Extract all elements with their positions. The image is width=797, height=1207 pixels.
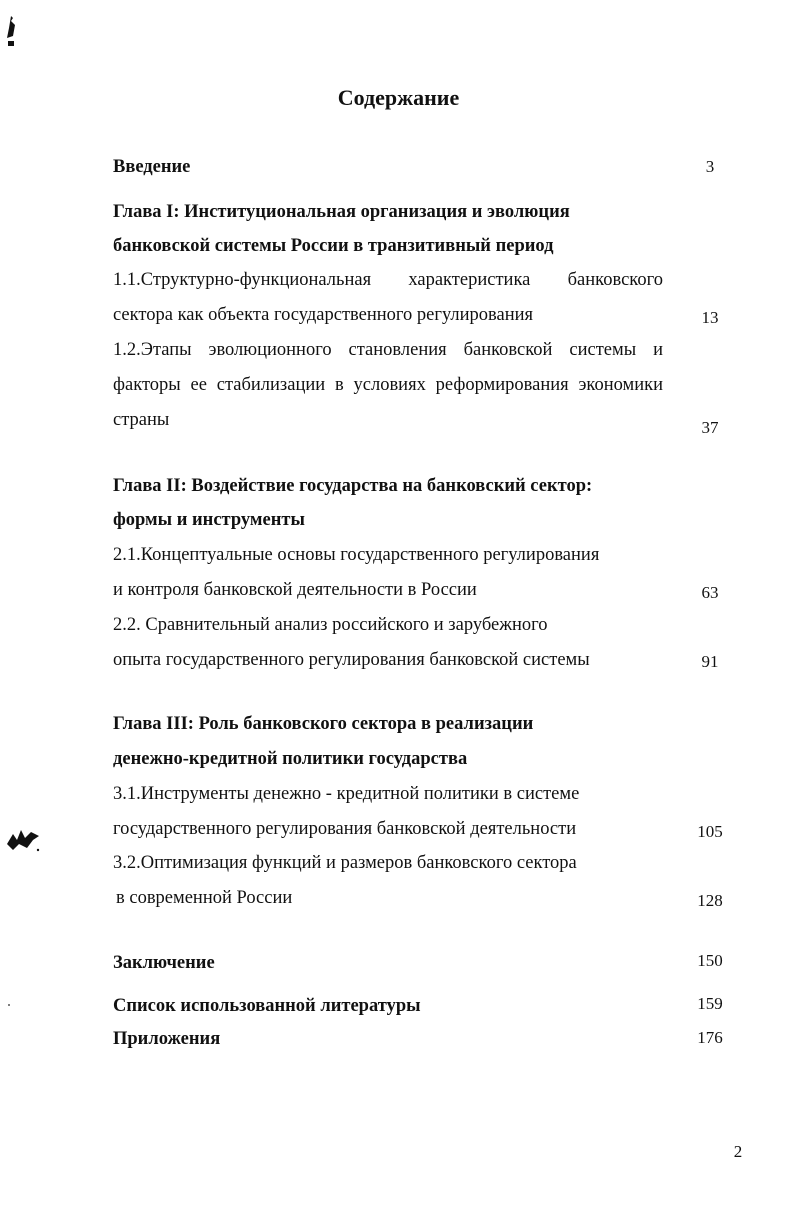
chapter3-heading-line2: денежно-кредитной политики государства: [113, 749, 468, 769]
chapter3-heading-line1: Глава III: Роль банковского сектора в реализации: [113, 714, 534, 734]
page-number: 2: [733, 1142, 743, 1161]
toc-appendices-label: Приложения: [113, 1029, 221, 1049]
toc-intro-page: 3: [705, 157, 715, 176]
chapter1-heading-line2: банковской системы России в транзитивный период: [113, 236, 554, 256]
scan-artifact-mark: [4, 14, 18, 48]
section-2-1-line1: 2.1.Концептуальные основы государственного регулирования: [113, 545, 600, 565]
section-1-2-line1: [113, 341, 663, 360]
section-2-2-line1: 2.2. Сравнительный анализ российского и зарубежного: [113, 615, 548, 635]
section-3-2-line2: в современной России: [116, 888, 293, 908]
word: ее: [190, 375, 207, 395]
chapter1-heading-line1: Глава I: Институциональная организация и эволюция: [113, 202, 570, 222]
word: экономики: [578, 375, 663, 395]
toc-references-page: 159: [697, 994, 723, 1013]
section-3-1-line1: 3.1.Инструменты денежно - кредитной политики в системе: [113, 784, 580, 804]
word: системы: [569, 340, 637, 360]
page-title: Содержание: [337, 85, 460, 110]
section-1-1-page: 13: [701, 308, 719, 327]
word: 1.1.Структурно-функциональная: [113, 270, 372, 290]
word: условиях: [353, 375, 426, 395]
section-2-2-line2: опыта государственного регулирования банковской системы: [113, 650, 590, 670]
word: характеристика: [408, 270, 531, 290]
section-1-1-line1: [113, 271, 663, 290]
word: и: [653, 340, 663, 360]
toc-conclusion-label: Заключение: [113, 953, 215, 973]
scan-artifact-dot: [6, 1002, 12, 1008]
chapter2-heading-line2: формы и инструменты: [113, 510, 305, 530]
toc-intro-label: Введение: [113, 157, 191, 177]
chapter2-heading-line1: Глава II: Воздействие государства на банковский сектор:: [113, 476, 593, 496]
section-3-1-line2: государственного регулирования банковской деятельности: [113, 819, 577, 839]
word: реформирования: [435, 375, 569, 395]
section-1-1-line2: сектора как объекта государственного регулирования: [113, 305, 534, 325]
section-1-2-line3: страны: [113, 410, 170, 430]
toc-conclusion-page: 150: [697, 951, 723, 970]
word: факторы: [113, 375, 181, 395]
word: банковского: [567, 270, 663, 290]
word: в: [334, 375, 344, 395]
section-3-2-page: 128: [697, 891, 723, 910]
toc-references-label: Список использованной литературы: [113, 996, 421, 1016]
scan-artifact-blot: [5, 826, 43, 854]
word: эволюционного: [208, 340, 332, 360]
word: стабилизации: [216, 375, 326, 395]
section-1-2-page: 37: [701, 418, 719, 437]
word: банковской: [463, 340, 553, 360]
section-2-1-line2: и контроля банковской деятельности в России: [113, 580, 477, 600]
section-2-1-page: 63: [701, 583, 719, 602]
word: 1.2.Этапы: [113, 340, 192, 360]
section-2-2-page: 91: [701, 652, 719, 671]
section-3-1-page: 105: [697, 822, 723, 841]
toc-appendices-page: 176: [697, 1028, 723, 1047]
section-3-2-line1: 3.2.Оптимизация функций и размеров банковского сектора: [113, 853, 577, 873]
section-1-2-line2: [113, 376, 663, 395]
word: становления: [348, 340, 447, 360]
